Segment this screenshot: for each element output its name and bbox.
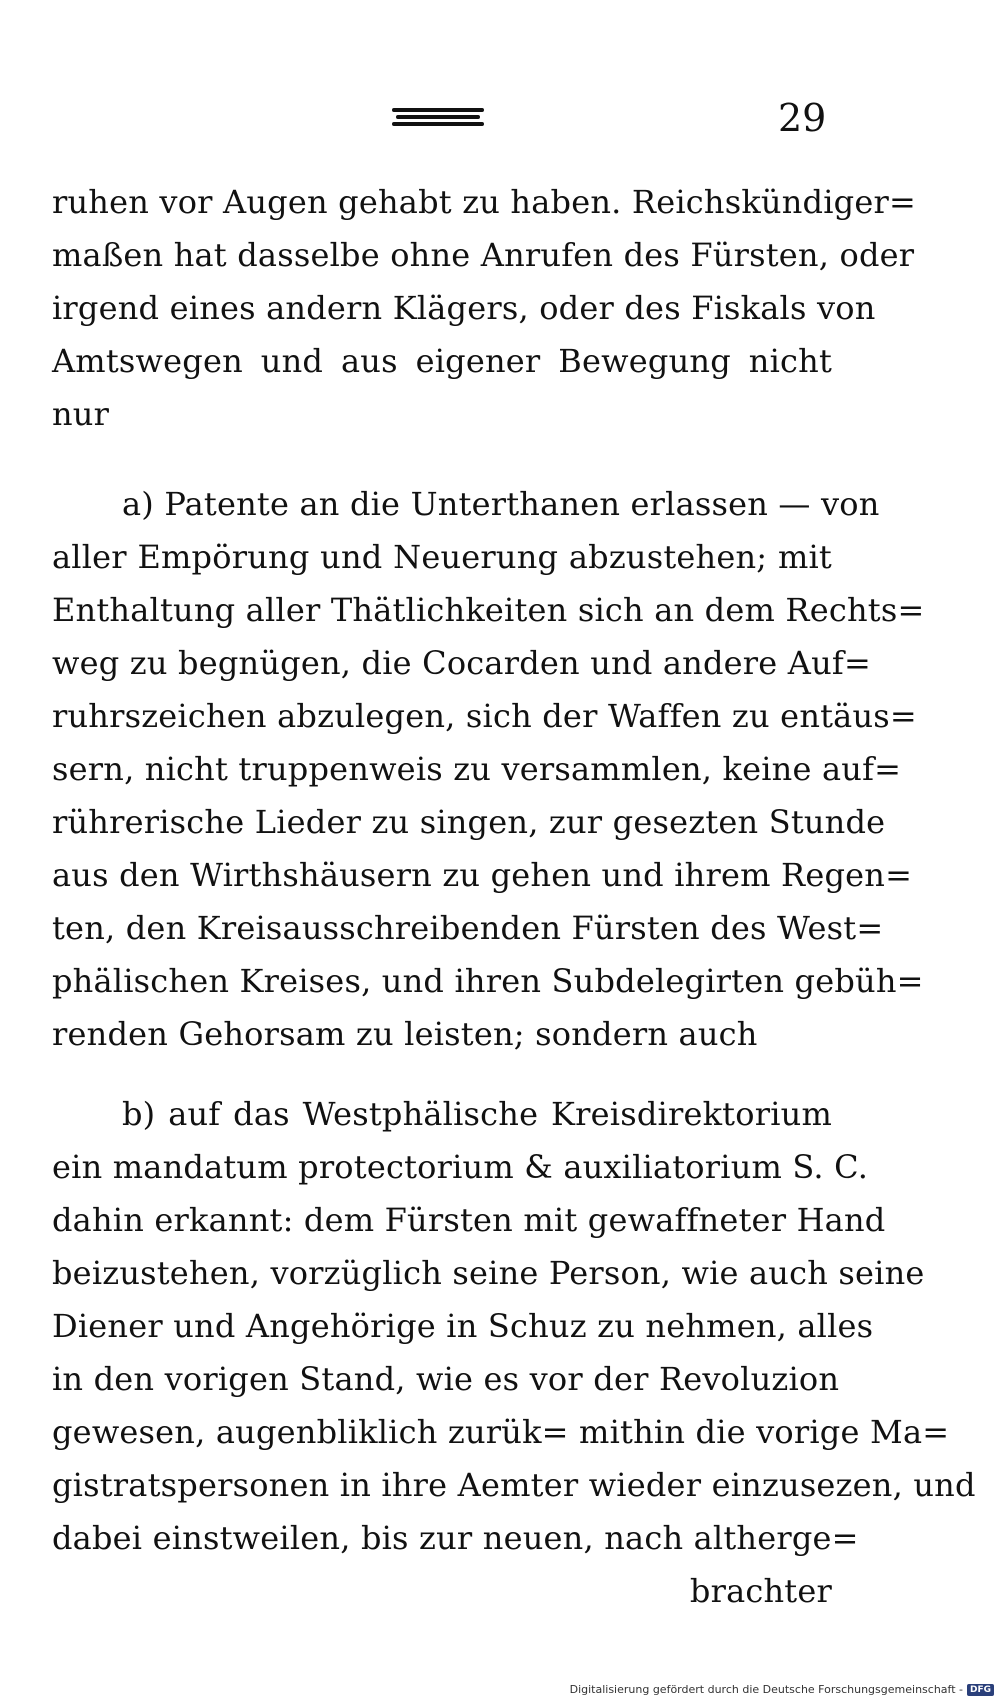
text-line: aller Empörung und Neuerung abzustehen; mit	[52, 538, 832, 576]
section-a-paragraph	[52, 478, 925, 1061]
text-line: Enthaltung aller Thätlichkeiten sich an dem Rechts=	[52, 591, 925, 629]
section-b-paragraph	[52, 1088, 976, 1618]
text-line: ein mandatum protectorium & auxiliatorium S. C.	[52, 1148, 869, 1186]
digitization-credit	[570, 1683, 994, 1696]
text-line: dahin erkannt: dem Fürsten mit gewaffneter Hand	[52, 1201, 886, 1239]
credit-text: Digitalisierung gefördert durch die Deutsche Forschungsgemeinschaft -	[569, 1683, 963, 1696]
text-line: renden Gehorsam zu leisten; sondern auch	[52, 1015, 758, 1053]
text-line: irgend eines andern Klägers, oder des Fiskals von	[52, 289, 876, 327]
text-line: Amtswegen und aus eigener Bewegung nicht	[52, 342, 832, 380]
page-number: 29	[778, 96, 827, 140]
catchword: brachter	[689, 1572, 832, 1610]
text-line: maßen hat dasselbe ohne Anrufen des Fürsten, oder	[52, 236, 915, 274]
text-line: in den vorigen Stand, wie es vor der Revoluzion	[52, 1360, 840, 1398]
text-line: nur	[52, 395, 110, 433]
header-ornament	[392, 108, 484, 126]
text-line: gistratspersonen in ihre Aemter wieder einzusezen, und	[52, 1466, 976, 1504]
text-line: gewesen, augenbliklich zurük= mithin die vorige Ma=	[52, 1413, 950, 1451]
text-line: ruhen vor Augen gehabt zu haben. Reichskündiger=	[52, 183, 916, 221]
text-line: ten, den Kreisausschreibenden Fürsten des West=	[52, 909, 884, 947]
text-line: beizustehen, vorzüglich seine Person, wie auch seine	[52, 1254, 925, 1292]
text-line: aus den Wirthshäusern zu gehen und ihrem Regen=	[52, 856, 913, 894]
text-line: a) Patente an die Unterthanen erlassen — von	[122, 485, 880, 523]
text-line: phälischen Kreises, und ihren Subdelegirten gebüh=	[52, 962, 924, 1000]
text-line: sern, nicht truppenweis zu versammlen, keine auf=	[52, 750, 902, 788]
text-line: dabei einstweilen, bis zur neuen, nach altherge=	[52, 1519, 859, 1557]
dfg-logo: DFG	[967, 1684, 994, 1696]
text-line: Diener und Angehörige in Schuz zu nehmen, alles	[52, 1307, 874, 1345]
text-line: b) auf das Westphälische Kreisdirektorium	[122, 1095, 832, 1133]
text-line: weg zu begnügen, die Cocarden und andere Auf=	[52, 644, 871, 682]
intro-paragraph	[52, 176, 916, 441]
text-line: ruhrszeichen abzulegen, sich der Waffen zu entäus=	[52, 697, 917, 735]
text-line: rührerische Lieder zu singen, zur gesezten Stunde	[52, 803, 886, 841]
